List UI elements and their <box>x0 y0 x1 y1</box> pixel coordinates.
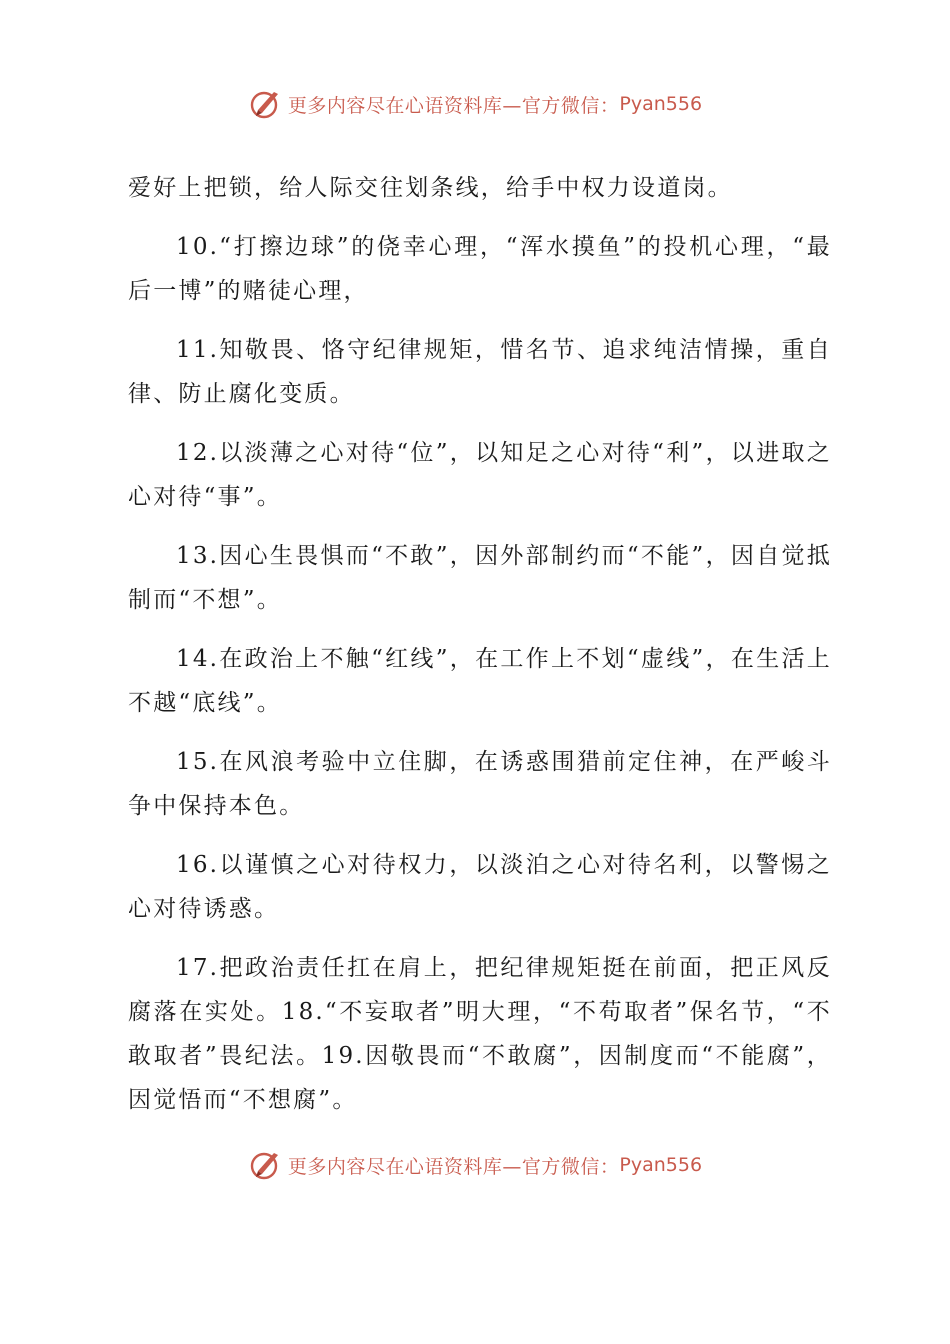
paragraph: 10.“打擦边球”的侥幸心理，“浑水摸鱼”的投机心理，“最后一博”的赌徒心理， <box>128 234 832 304</box>
paragraph: 13.因心生畏惧而“不敢”，因外部制约而“不能”，因自觉抵制而“不想”。 <box>128 543 832 613</box>
paragraph: 12.以淡薄之心对待“位”，以知足之心对待“利”，以进取之心对待“事”。 <box>128 440 832 510</box>
paragraph: 爱好上把锁，给人际交往划条线，给手中权力设道岗。 <box>128 175 733 201</box>
paragraph: 15.在风浪考验中立住脚，在诱惑围猎前定住神，在严峻斗争中保持本色。 <box>128 749 832 819</box>
footer-banner <box>0 1145 950 1185</box>
banner-wechat-id: Pyan556 <box>619 1154 703 1176</box>
banner-text: 更多内容尽在心语资料库—官方微信： <box>287 1155 620 1178</box>
document-body <box>128 166 832 1137</box>
paragraph: 16.以谨慎之心对待权力，以淡泊之心对待名利，以警惕之心对待诱惑。 <box>128 852 832 922</box>
header-banner <box>0 84 950 124</box>
banner-wechat-id: Pyan556 <box>619 93 703 115</box>
banner-text: 更多内容尽在心语资料库—官方微信： <box>287 94 620 117</box>
paragraph: 17.把政治责任扛在肩上，把纪律规矩挺在前面，把正风反腐落在实处。18.“不妄取者”明大理，“不苟取者”保名节，“不敢取者”畏纪法。19.因敬畏而“不敢腐”，因制度而“不能腐”，因觉悟而“不想腐”。 <box>128 955 832 1113</box>
pen-circle-logo-icon <box>248 1147 284 1183</box>
paragraph: 11.知敬畏、恪守纪律规矩，惜名节、追求纯洁情操，重自律、防止腐化变质。 <box>128 337 832 407</box>
pen-circle-logo-icon <box>248 86 284 122</box>
paragraph: 14.在政治上不触“红线”，在工作上不划“虚线”，在生活上不越“底线”。 <box>128 646 832 716</box>
